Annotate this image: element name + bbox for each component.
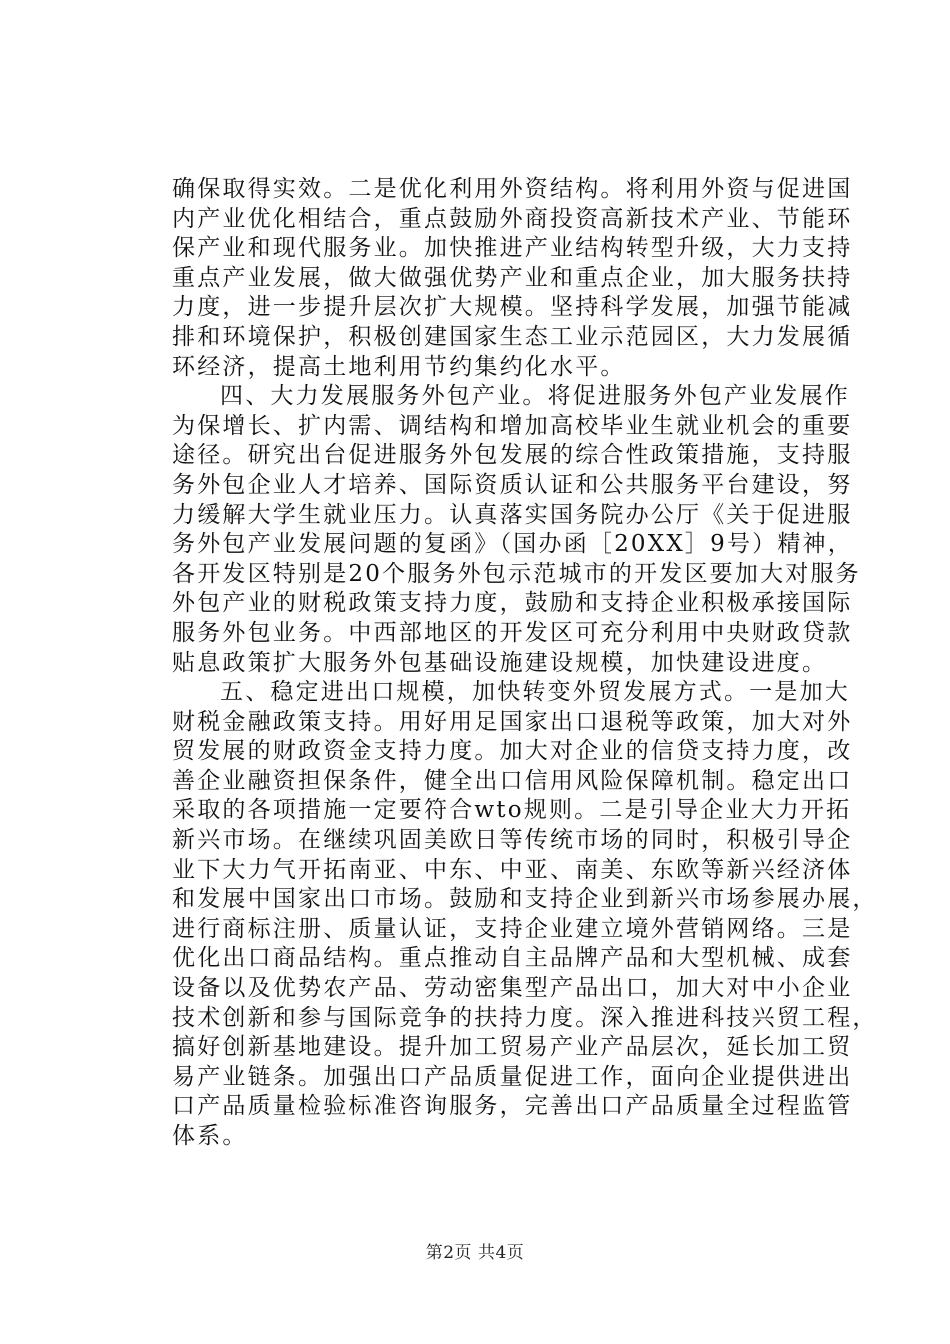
page-footer bbox=[0, 1242, 950, 1264]
text-line: 保产业和现代服务业。加快推进产业结构转型升级，大力支持 bbox=[172, 235, 853, 262]
text-line: 和发展中国家出口市场。鼓励和支持企业到新兴市场参展办展， bbox=[172, 886, 878, 913]
text-line: 新兴市场。在继续巩固美欧日等传统市场的同时，积极引导企 bbox=[172, 827, 853, 854]
text-line: 进行商标注册、质量认证，支持企业建立境外营销网络。三是 bbox=[172, 915, 853, 942]
text-line: 搞好创新基地建设。提升加工贸易产业产品层次，延长加工贸 bbox=[172, 1034, 853, 1061]
text-line: 技术创新和参与国际竞争的扶持力度。深入推进科技兴贸工程， bbox=[172, 1004, 878, 1031]
paragraph-four-start: 四、大力发展服务外包产业。将促进服务外包产业发展作 bbox=[220, 383, 850, 410]
text-line: 易产业链条。加强出口产品质量促进工作，面向企业提供进出 bbox=[172, 1063, 853, 1090]
text-line: 务外包企业人才培养、国际资质认证和公共服务平台建设，努 bbox=[172, 471, 853, 498]
text-line: 各开发区特别是20个服务外包示范城市的开发区要加大对服务 bbox=[172, 560, 861, 587]
text-line: 善企业融资担保条件，健全出口信用风险保障机制。稳定出口 bbox=[172, 767, 853, 794]
text-line: 力度，进一步提升层次扩大规模。坚持科学发展，加强节能减 bbox=[172, 294, 853, 321]
text-line: 确保取得实效。二是优化利用外资结构。将利用外资与促进国 bbox=[172, 176, 853, 202]
text-line: 设备以及优势农产品、劳动密集型产品出口，加大对中小企业 bbox=[172, 975, 853, 1002]
text-line: 业下大力气开拓南亚、中东、中亚、南美、东欧等新兴经济体 bbox=[172, 856, 853, 883]
text-line: 排和环境保护，积极创建国家生态工业示范园区，大力发展循 bbox=[172, 323, 853, 350]
text-line: 服务外包业务。中西部地区的开发区可充分利用中央财政贷款 bbox=[172, 619, 853, 646]
text-line: 务外包产业发展问题的复函》（国办函［20XX］9号）精神， bbox=[172, 531, 853, 558]
text-line: 内产业优化相结合，重点鼓励外商投资高新技术产业、节能环 bbox=[172, 205, 853, 232]
text-line: 体系。 bbox=[172, 1123, 248, 1149]
text-line: 贸发展的财政资金支持力度。加大对企业的信贷支持力度，改 bbox=[172, 738, 853, 765]
page-number: 第2页 共4页 bbox=[425, 1243, 525, 1263]
text-line: 外包产业的财税政策支持力度，鼓励和支持企业积极承接国际 bbox=[172, 590, 853, 617]
body-text bbox=[172, 175, 878, 1152]
text-line: 力缓解大学生就业压力。认真落实国务院办公厅《关于促进服 bbox=[172, 501, 853, 528]
text-line: 采取的各项措施一定要符合wto规则。二是引导企业大力开拓 bbox=[172, 797, 852, 824]
text-line: 环经济，提高土地利用节约集约化水平。 bbox=[172, 353, 626, 380]
text-line: 口产品质量检验标准咨询服务，完善出口产品质量全过程监管 bbox=[172, 1093, 853, 1120]
text-line: 财税金融政策支持。用好用足国家出口退税等政策，加大对外 bbox=[172, 708, 853, 735]
paragraph-five-start: 五、稳定进出口规模，加快转变外贸发展方式。一是加大 bbox=[220, 679, 850, 706]
text-line: 重点产业发展，做大做强优势产业和重点企业，加大服务扶持 bbox=[172, 264, 853, 291]
text-line: 为保增长、扩内需、调结构和增加高校毕业生就业机会的重要 bbox=[172, 412, 853, 439]
text-line: 途径。研究出台促进服务外包发展的综合性政策措施，支持服 bbox=[172, 442, 853, 469]
text-line: 贴息政策扩大服务外包基础设施建设规模，加快建设进度。 bbox=[172, 649, 828, 676]
text-line: 优化出口商品结构。重点推动自主品牌产品和大型机械、成套 bbox=[172, 945, 853, 972]
